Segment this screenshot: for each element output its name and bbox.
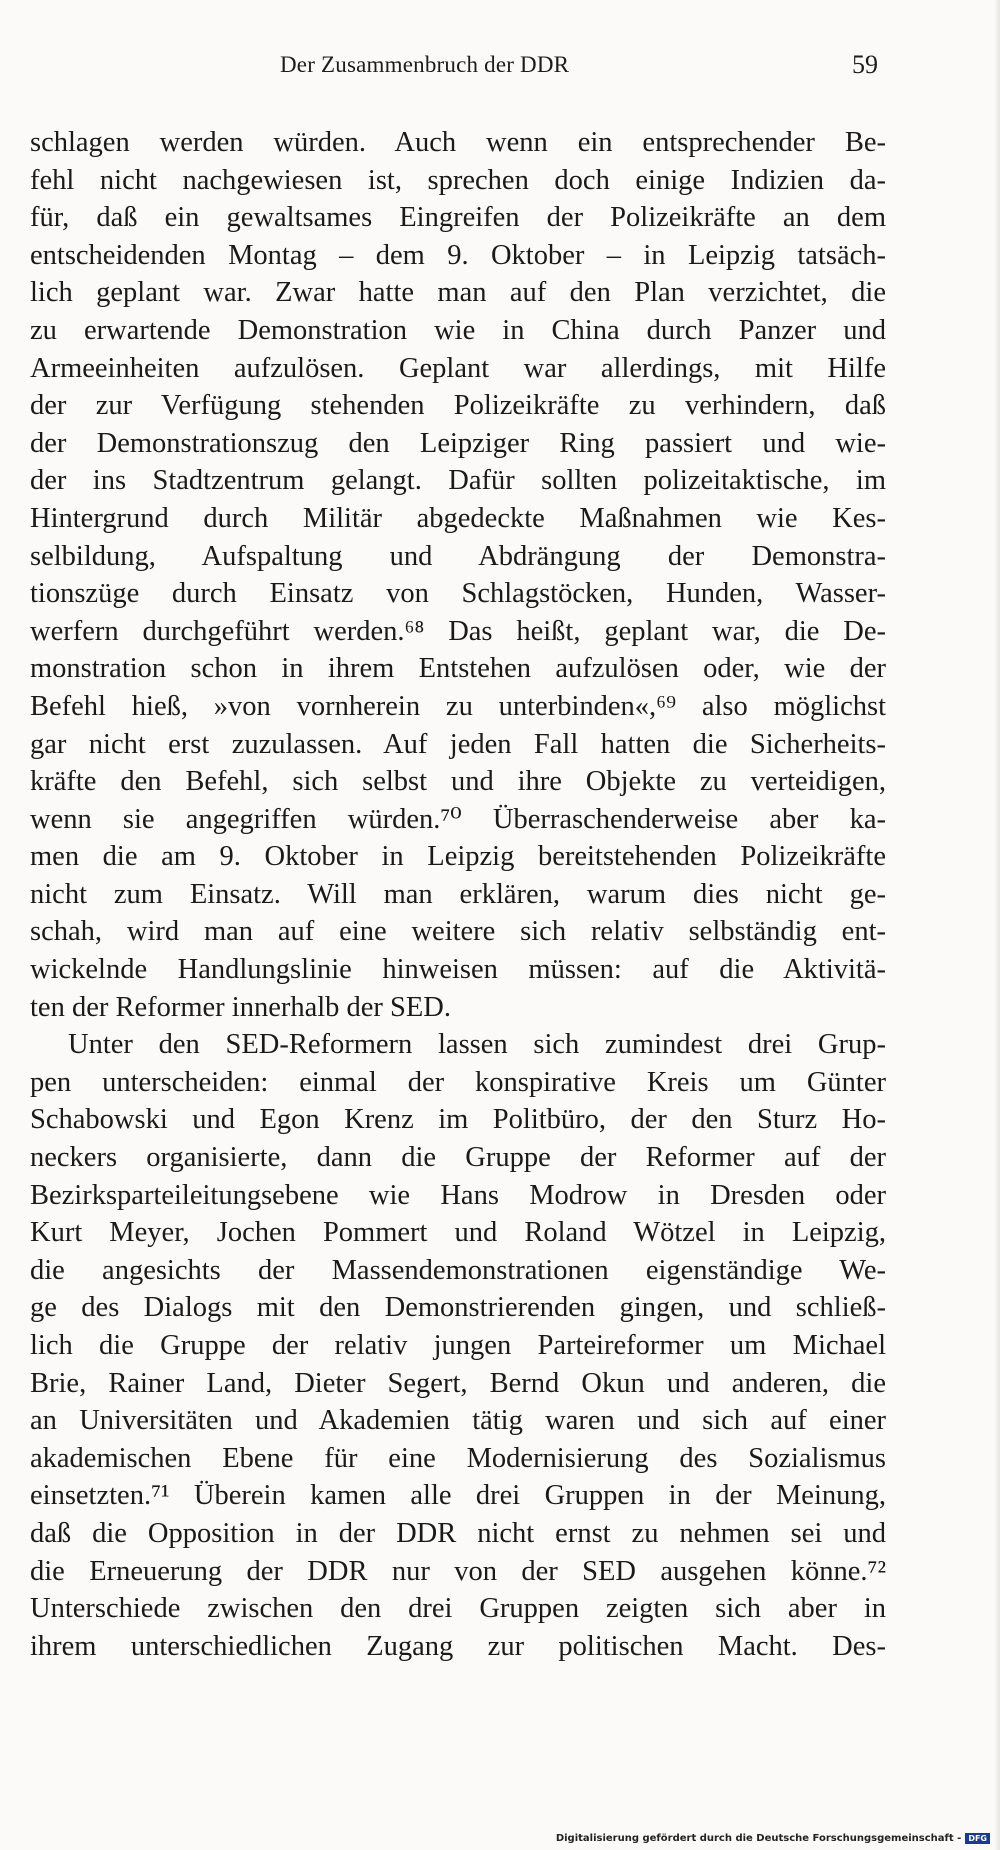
text-line: wickelnde Handlungslinie hinweisen müssen: auf die Aktivitä- — [30, 954, 886, 986]
text-line: wenn sie angegriffen würden.⁷⁰ Überraschenderweise aber ka- — [30, 803, 886, 835]
text-line: für, daß ein gewaltsames Eingreifen der Polizeikräfte an dem — [30, 202, 886, 234]
text-line: ge des Dialogs mit den Demonstrierenden gingen, und schließ- — [30, 1292, 886, 1324]
text-line: men die am 9. Oktober in Leipzig bereitstehenden Polizeikräfte — [30, 841, 886, 873]
text-line: der zur Verfügung stehenden Polizeikräfte zu verhindern, daß — [30, 390, 886, 422]
text-line: einsetzten.⁷¹ Überein kamen alle drei Gruppen in der Meinung, — [30, 1480, 886, 1512]
text-line: werfern durchgeführt werden.⁶⁸ Das heißt, geplant war, die De- — [30, 615, 886, 647]
text-line: neckers organisierte, dann die Gruppe der Reformer auf der — [30, 1142, 886, 1174]
text-line: die Erneuerung der DDR nur von der SED ausgehen könne.⁷² — [30, 1555, 886, 1587]
text-line: Hintergrund durch Militär abgedeckte Maßnahmen wie Kes- — [30, 502, 886, 534]
dfg-logo: DFG — [965, 1833, 990, 1844]
text-line: gar nicht erst zuzulassen. Auf jeden Fall hatten die Sicherheits- — [30, 728, 886, 760]
text-line: daß die Opposition in der DDR nicht ernst zu nehmen sei und — [30, 1517, 886, 1549]
text-line: der ins Stadtzentrum gelangt. Dafür sollten polizeitaktische, im — [30, 465, 886, 497]
text-line: schah, wird man auf eine weitere sich relativ selbständig ent- — [30, 916, 886, 948]
text-line: zu erwartende Demonstration wie in China durch Panzer und — [30, 314, 886, 346]
text-line: tionszüge durch Einsatz von Schlagstöcken, Hunden, Wasser- — [30, 578, 886, 610]
credit-text: Digitalisierung gefördert durch die Deutsche Forschungsgemeinschaft - — [555, 1833, 962, 1844]
running-title: Der Zusammenbruch der DDR — [280, 52, 570, 77]
text-line: kräfte den Befehl, sich selbst und ihre Objekte zu verteidigen, — [30, 766, 886, 798]
text-line: Unterschiede zwischen den drei Gruppen zeigten sich aber in — [30, 1593, 886, 1625]
text-line: an Universitäten und Akademien tätig waren und sich auf einer — [30, 1405, 886, 1437]
text-line: monstration schon in ihrem Entstehen aufzulösen oder, wie der — [30, 653, 886, 685]
page-edge-shadow — [994, 0, 1000, 1850]
digitization-credit — [556, 1833, 990, 1844]
text-line: Schabowski und Egon Krenz im Politbüro, der den Sturz Ho- — [30, 1104, 886, 1136]
text-line: der Demonstrationszug den Leipziger Ring passiert und wie- — [30, 427, 886, 459]
text-line: selbildung, Aufspaltung und Abdrängung der Demonstra- — [30, 540, 886, 572]
text-line: akademischen Ebene für eine Modernisierung des Sozialismus — [30, 1442, 886, 1474]
text-line: Bezirksparteileitungsebene wie Hans Modrow in Dresden oder — [30, 1179, 886, 1211]
page-number: 59 — [852, 50, 878, 79]
text-line: lich die Gruppe der relativ jungen Parteireformer um Michael — [30, 1330, 886, 1361]
text-line: pen unterscheiden: einmal der konspirative Kreis um Günter — [30, 1066, 886, 1098]
text-line: ihrem unterschiedlichen Zugang zur politischen Macht. Des- — [30, 1630, 886, 1662]
body-text — [30, 124, 886, 1665]
text-line: Unter den SED-Reformern lassen sich zumindest drei Grup- — [68, 1029, 886, 1061]
text-line: schlagen werden würden. Auch wenn ein entsprechender Be- — [30, 127, 886, 158]
text-line: fehl nicht nachgewiesen ist, sprechen doch einige Indizien da- — [30, 164, 886, 196]
text-line: Kurt Meyer, Jochen Pommert und Roland Wötzel in Leipzig, — [30, 1217, 886, 1249]
text-line: lich geplant war. Zwar hatte man auf den Plan verzichtet, die — [30, 277, 886, 309]
text-line: die angesichts der Massendemonstrationen eigenständige We- — [30, 1254, 886, 1286]
text-line: ten der Reformer innerhalb der SED. — [30, 991, 452, 1023]
text-line: Befehl hieß, »von vornherein zu unterbinden«,⁶⁹ also möglichst — [30, 690, 886, 722]
text-line: entscheidenden Montag – dem 9. Oktober – in Leipzig tatsäch- — [30, 239, 886, 271]
text-line: Brie, Rainer Land, Dieter Segert, Bernd Okun und anderen, die — [30, 1367, 886, 1399]
text-line: Armeeinheiten aufzulösen. Geplant war allerdings, mit Hilfe — [30, 352, 886, 384]
text-line: nicht zum Einsatz. Will man erklären, warum dies nicht ge- — [30, 878, 886, 910]
